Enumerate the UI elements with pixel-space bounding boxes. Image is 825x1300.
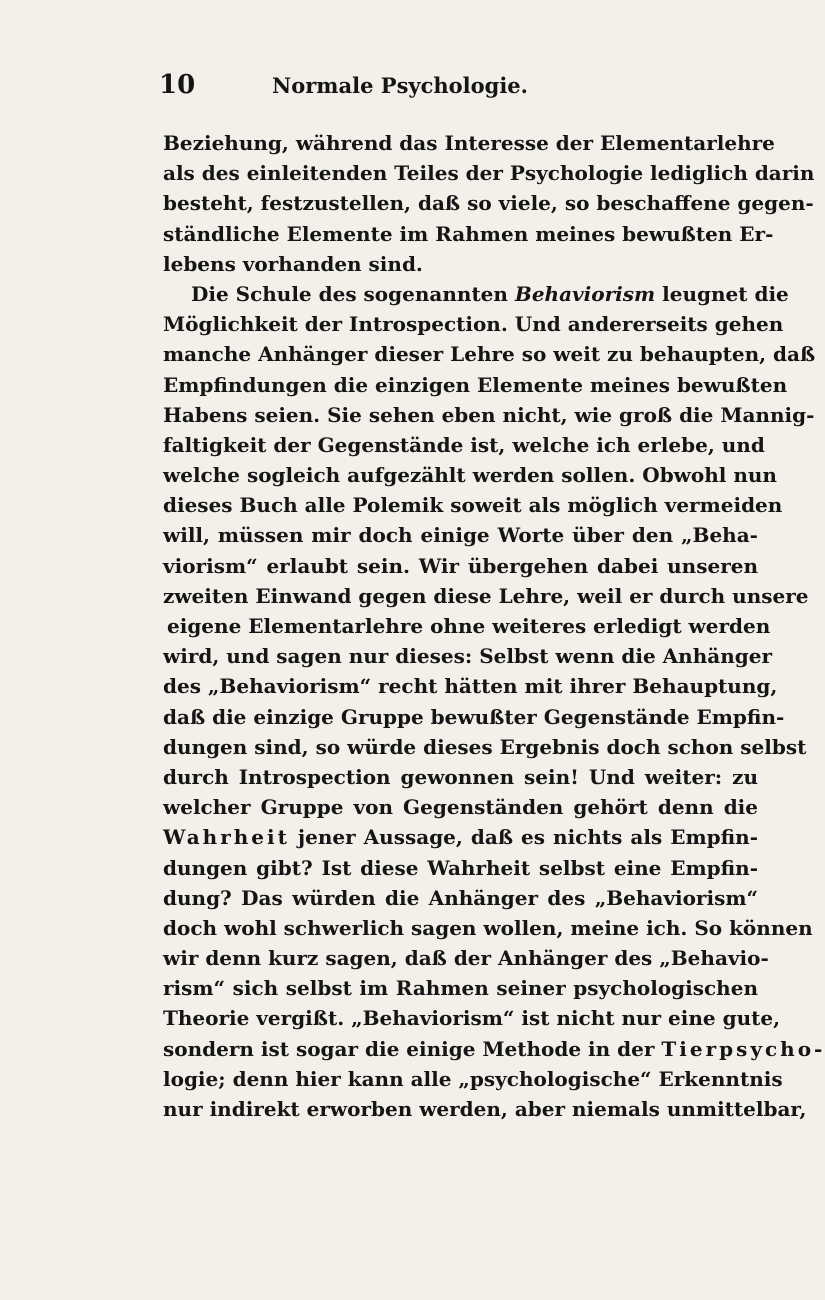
text-line-27: doch wohl schwerlich sagen wollen, meine ich. So können	[163, 915, 813, 940]
page-number: 10	[159, 70, 196, 100]
text-line-25: dungen gibt? Ist diese Wahrheit selbst eine Empfin-	[163, 855, 758, 880]
text-line-1: Beziehung, während das Interesse der Elementarlehre	[163, 131, 775, 155]
text-line-26: dung? Das würden die Anhänger des „Behaviorism“	[163, 885, 758, 910]
text-fragment: Die Schule des sogenannten	[191, 281, 508, 306]
text-line-8: manche Anhänger dieser Lehre so weit zu behaupten, daß	[163, 342, 816, 367]
text-fragment: leugnet die	[662, 281, 789, 306]
text-line-7: Möglichkeit der Introspection. Und andererseits gehen	[163, 312, 784, 337]
emphasized-term: Tierpsycho-	[661, 1036, 825, 1061]
body-text	[163, 128, 825, 1124]
text-line-22: durch Introspection gewonnen sein! Und weiter: zu	[163, 764, 758, 789]
emphasized-term: Behaviorism	[514, 281, 656, 306]
text-line-30: Theorie vergißt. „Behaviorism“ ist nicht nur eine gute,	[163, 1006, 781, 1031]
text-line-11: faltigkeit der Gegenstände ist, welche ich erlebe, und	[163, 432, 765, 457]
text-line-29: rism“ sich selbst im Rahmen seiner psychologischen	[163, 976, 758, 1001]
text-line-32: logie; denn hier kann alle „psychologische“ Erkenntnis	[163, 1066, 783, 1091]
text-line-19: des „Behaviorism“ recht hätten mit ihrer Behauptung,	[163, 674, 778, 699]
text-line-31	[163, 1034, 825, 1064]
text-line-15: viorism“ erlaubt sein. Wir übergehen dabei unseren	[163, 553, 758, 578]
running-title: Normale Psychologie.	[272, 73, 528, 98]
text-line-33: nur indirekt erworben werden, aber niemals unmittelbar,	[163, 1097, 807, 1121]
text-line-10: Habens seien. Sie sehen eben nicht, wie groß die Mannig-	[163, 402, 815, 427]
emphasized-term: Wahrheit	[163, 825, 290, 850]
text-line-6	[163, 279, 789, 309]
text-line-18: wird, und sagen nur dieses: Selbst wenn die Anhänger	[163, 644, 773, 669]
text-line-20: daß die einzige Gruppe bewußter Gegenstände Empfin-	[163, 704, 785, 729]
text-line-23: welcher Gruppe von Gegenständen gehört denn die	[163, 795, 758, 820]
page-header	[0, 70, 800, 110]
text-line-9: Empfindungen die einzigen Elemente meines bewußten	[163, 372, 788, 397]
text-fragment: jener Aussage, daß es nichts als Empfin-	[297, 825, 758, 850]
text-line-16: zweiten Einwand gegen diese Lehre, weil er durch unsere	[163, 583, 809, 608]
text-line-14: will, müssen mir doch einige Worte über den „Beha-	[163, 523, 758, 548]
text-line-12: welche sogleich aufgezählt werden sollen. Obwohl nun	[163, 463, 777, 488]
text-line-13: dieses Buch alle Polemik soweit als möglich vermeiden	[163, 493, 783, 518]
text-fragment: sondern ist sogar die einige Methode in der	[163, 1036, 655, 1061]
text-line-17: eigene Elementarlehre ohne weiteres erledigt werden	[167, 614, 771, 638]
text-line-21: dungen sind, so würde dieses Ergebnis doch schon selbst	[163, 734, 807, 759]
text-line-4: ständliche Elemente im Rahmen meines bewußten Er-	[163, 221, 774, 246]
text-line-2: als des einleitenden Teiles der Psychologie lediglich darin	[163, 161, 815, 186]
text-line-24	[163, 822, 758, 852]
text-line-3: besteht, festzustellen, daß so viele, so beschaffene gegen-	[163, 191, 814, 216]
text-line-5: lebens vorhanden sind.	[163, 251, 423, 276]
text-line-28: wir denn kurz sagen, daß der Anhänger des „Behavio-	[163, 946, 769, 971]
